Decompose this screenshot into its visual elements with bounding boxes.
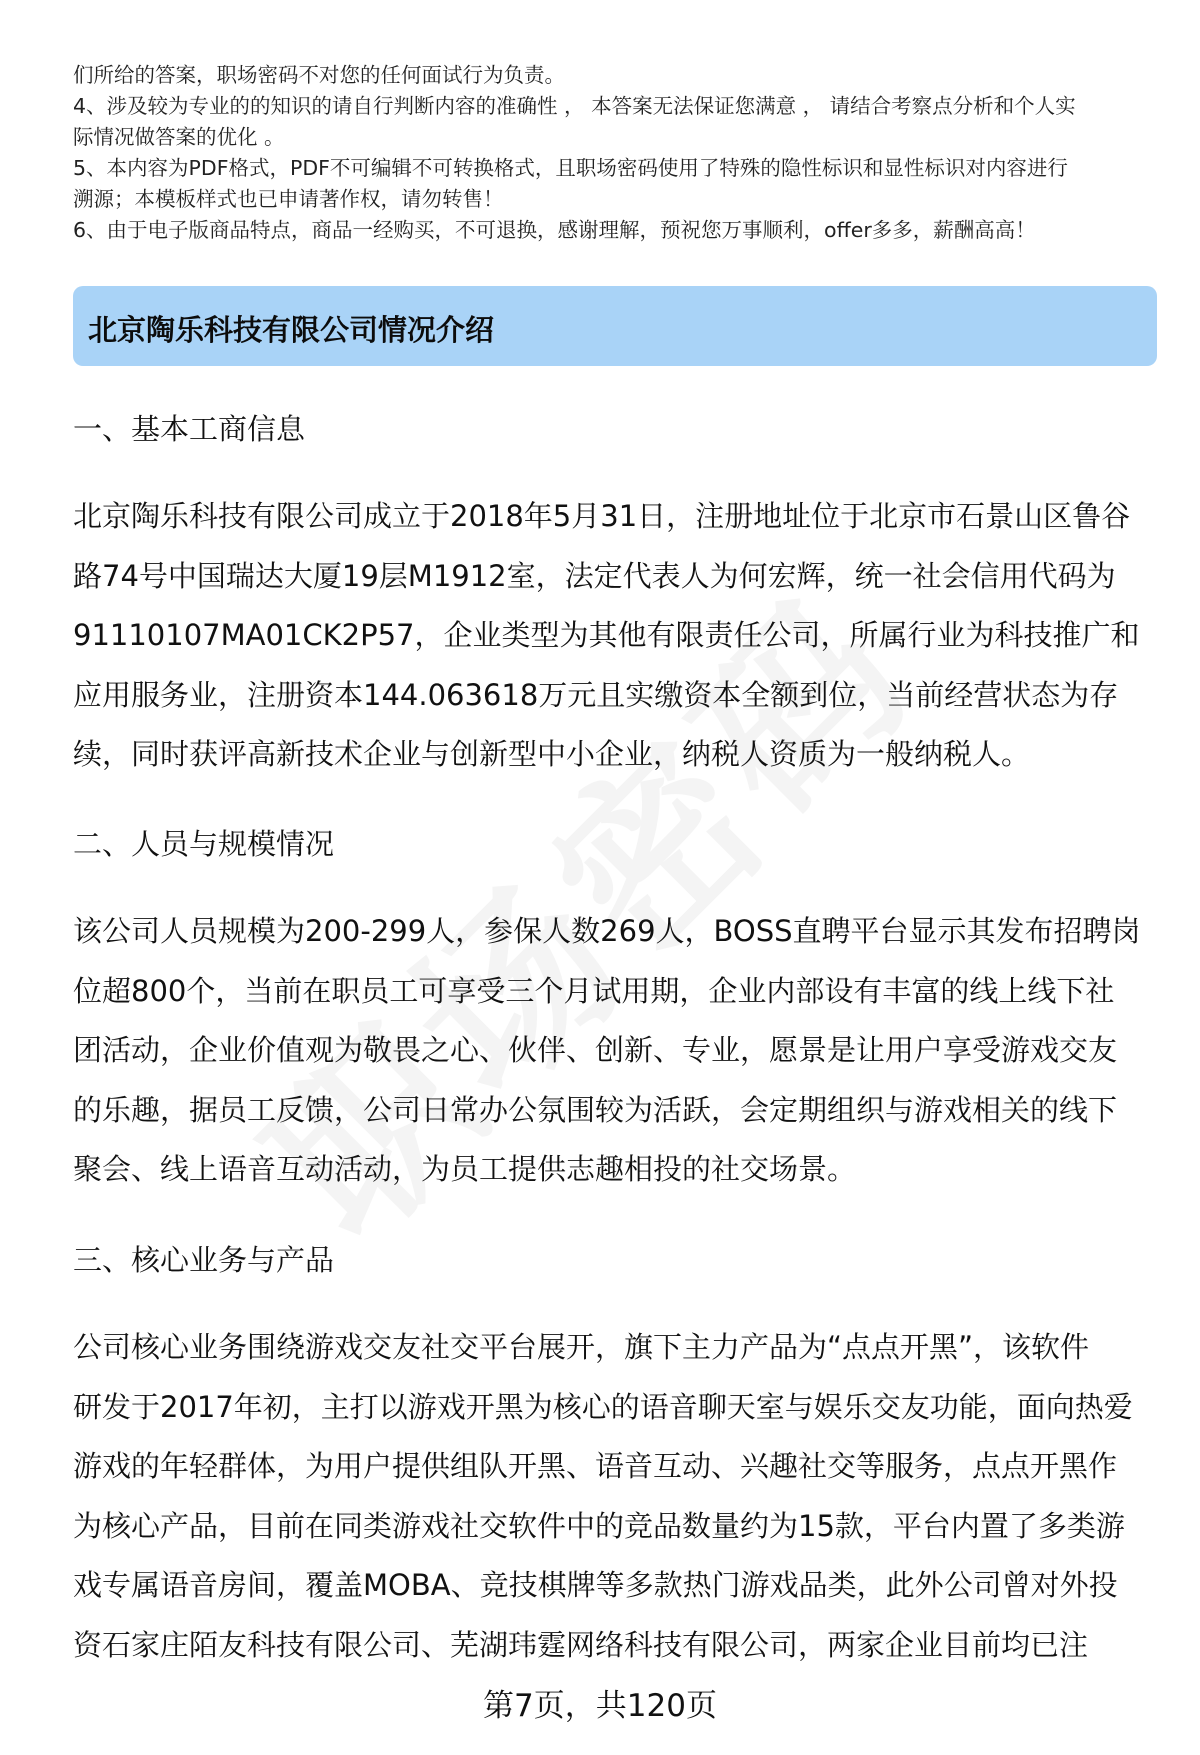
paragraph-line: 的乐趣，据员工反馈，公司日常办公氛围较为活跃，会定期组织与游戏相关的线下 — [73, 1092, 1118, 1127]
paragraph-line: 团活动，企业价值观为敬畏之心、伙伴、创新、专业，愿景是让用户享受游戏交友 — [73, 1033, 1118, 1067]
disclaimer-notes — [73, 60, 1163, 246]
section-heading-staff-scale: 二、人员与规模情况 — [73, 827, 335, 861]
note-line: 6、由于电子版商品特点，商品一经购买，不可退换，感谢理解，预祝您万事顺利，offer多多，薪酬高高！ — [73, 218, 1036, 242]
section-paragraph-core-business — [73, 1318, 1163, 1675]
paragraph-line: 路74号中国瑞达大厦19层M1912室，法定代表人为何宏辉，统一社会信用代码为 — [73, 558, 1116, 593]
page-number: 第7页，共120页 — [483, 1688, 717, 1724]
paragraph-line: 公司核心业务围绕游戏交友社交平台展开，旗下主力产品为“点点开黑”，该软件 — [73, 1330, 1090, 1364]
paragraph-line: 游戏的年轻群体，为用户提供组队开黑、语音互动、兴趣社交等服务，点点开黑作 — [73, 1449, 1118, 1483]
note-line: 5、本内容为PDF格式，PDF不可编辑不可转换格式，且职场密码使用了特殊的隐性标识和显性标识对内容进行 — [73, 156, 1068, 180]
section-heading-core-business: 三、核心业务与产品 — [73, 1243, 335, 1277]
section-paragraph-basic-info — [73, 487, 1163, 785]
paragraph-line: 资石家庄陌友科技有限公司、芜湖玮霆网络科技有限公司，两家企业目前均已注 — [73, 1627, 1089, 1662]
section-title: 北京陶乐科技有限公司情况介绍 — [88, 313, 495, 347]
paragraph-line: 91110107MA01CK2P57，企业类型为其他有限责任公司，所属行业为科技推广和 — [73, 618, 1140, 652]
section-heading-basic-info: 一、基本工商信息 — [73, 412, 306, 446]
paragraph-line: 聚会、线上语音互动活动，为员工提供志趣相投的社交场景。 — [73, 1152, 857, 1186]
section-banner — [73, 286, 1157, 366]
paragraph-line: 为核心产品，目前在同类游戏社交软件中的竞品数量约为15款，平台内置了多类游 — [73, 1508, 1125, 1543]
section-paragraph-staff-scale — [73, 902, 1163, 1200]
paragraph-line: 应用服务业，注册资本144.063618万元且实缴资本全额到位，当前经营状态为存 — [73, 677, 1119, 712]
note-line: 4、涉及较为专业的的知识的请自行判断内容的准确性 ， 本答案无法保证您满意 ， 请结合考察点分析和个人实 — [73, 94, 1076, 118]
note-line: 们所给的答案，职场密码不对您的任何面试行为负责。 — [73, 63, 565, 87]
note-line: 溯源；本模板样式也已申请著作权，请勿转售！ — [73, 187, 504, 211]
paragraph-line: 位超800个，当前在职员工可享受三个月试用期，企业内部设有丰富的线上线下社 — [73, 973, 1115, 1008]
paragraph-line: 该公司人员规模为200-299人，参保人数269人，BOSS直聘平台显示其发布招聘岗 — [73, 914, 1141, 948]
note-line: 际情况做答案的优化 。 — [73, 125, 285, 149]
paragraph-line: 研发于2017年初，主打以游戏开黑为核心的语音聊天室与娱乐交友功能，面向热爱 — [73, 1389, 1133, 1424]
paragraph-line: 续，同时获评高新技术企业与创新型中小企业，纳税人资质为一般纳税人。 — [73, 737, 1031, 771]
paragraph-line: 北京陶乐科技有限公司成立于2018年5月31日，注册地址位于北京市石景山区鲁谷 — [73, 499, 1131, 533]
paragraph-line: 戏专属语音房间，覆盖MOBA、竞技棋牌等多款热门游戏品类，此外公司曾对外投 — [73, 1568, 1118, 1602]
